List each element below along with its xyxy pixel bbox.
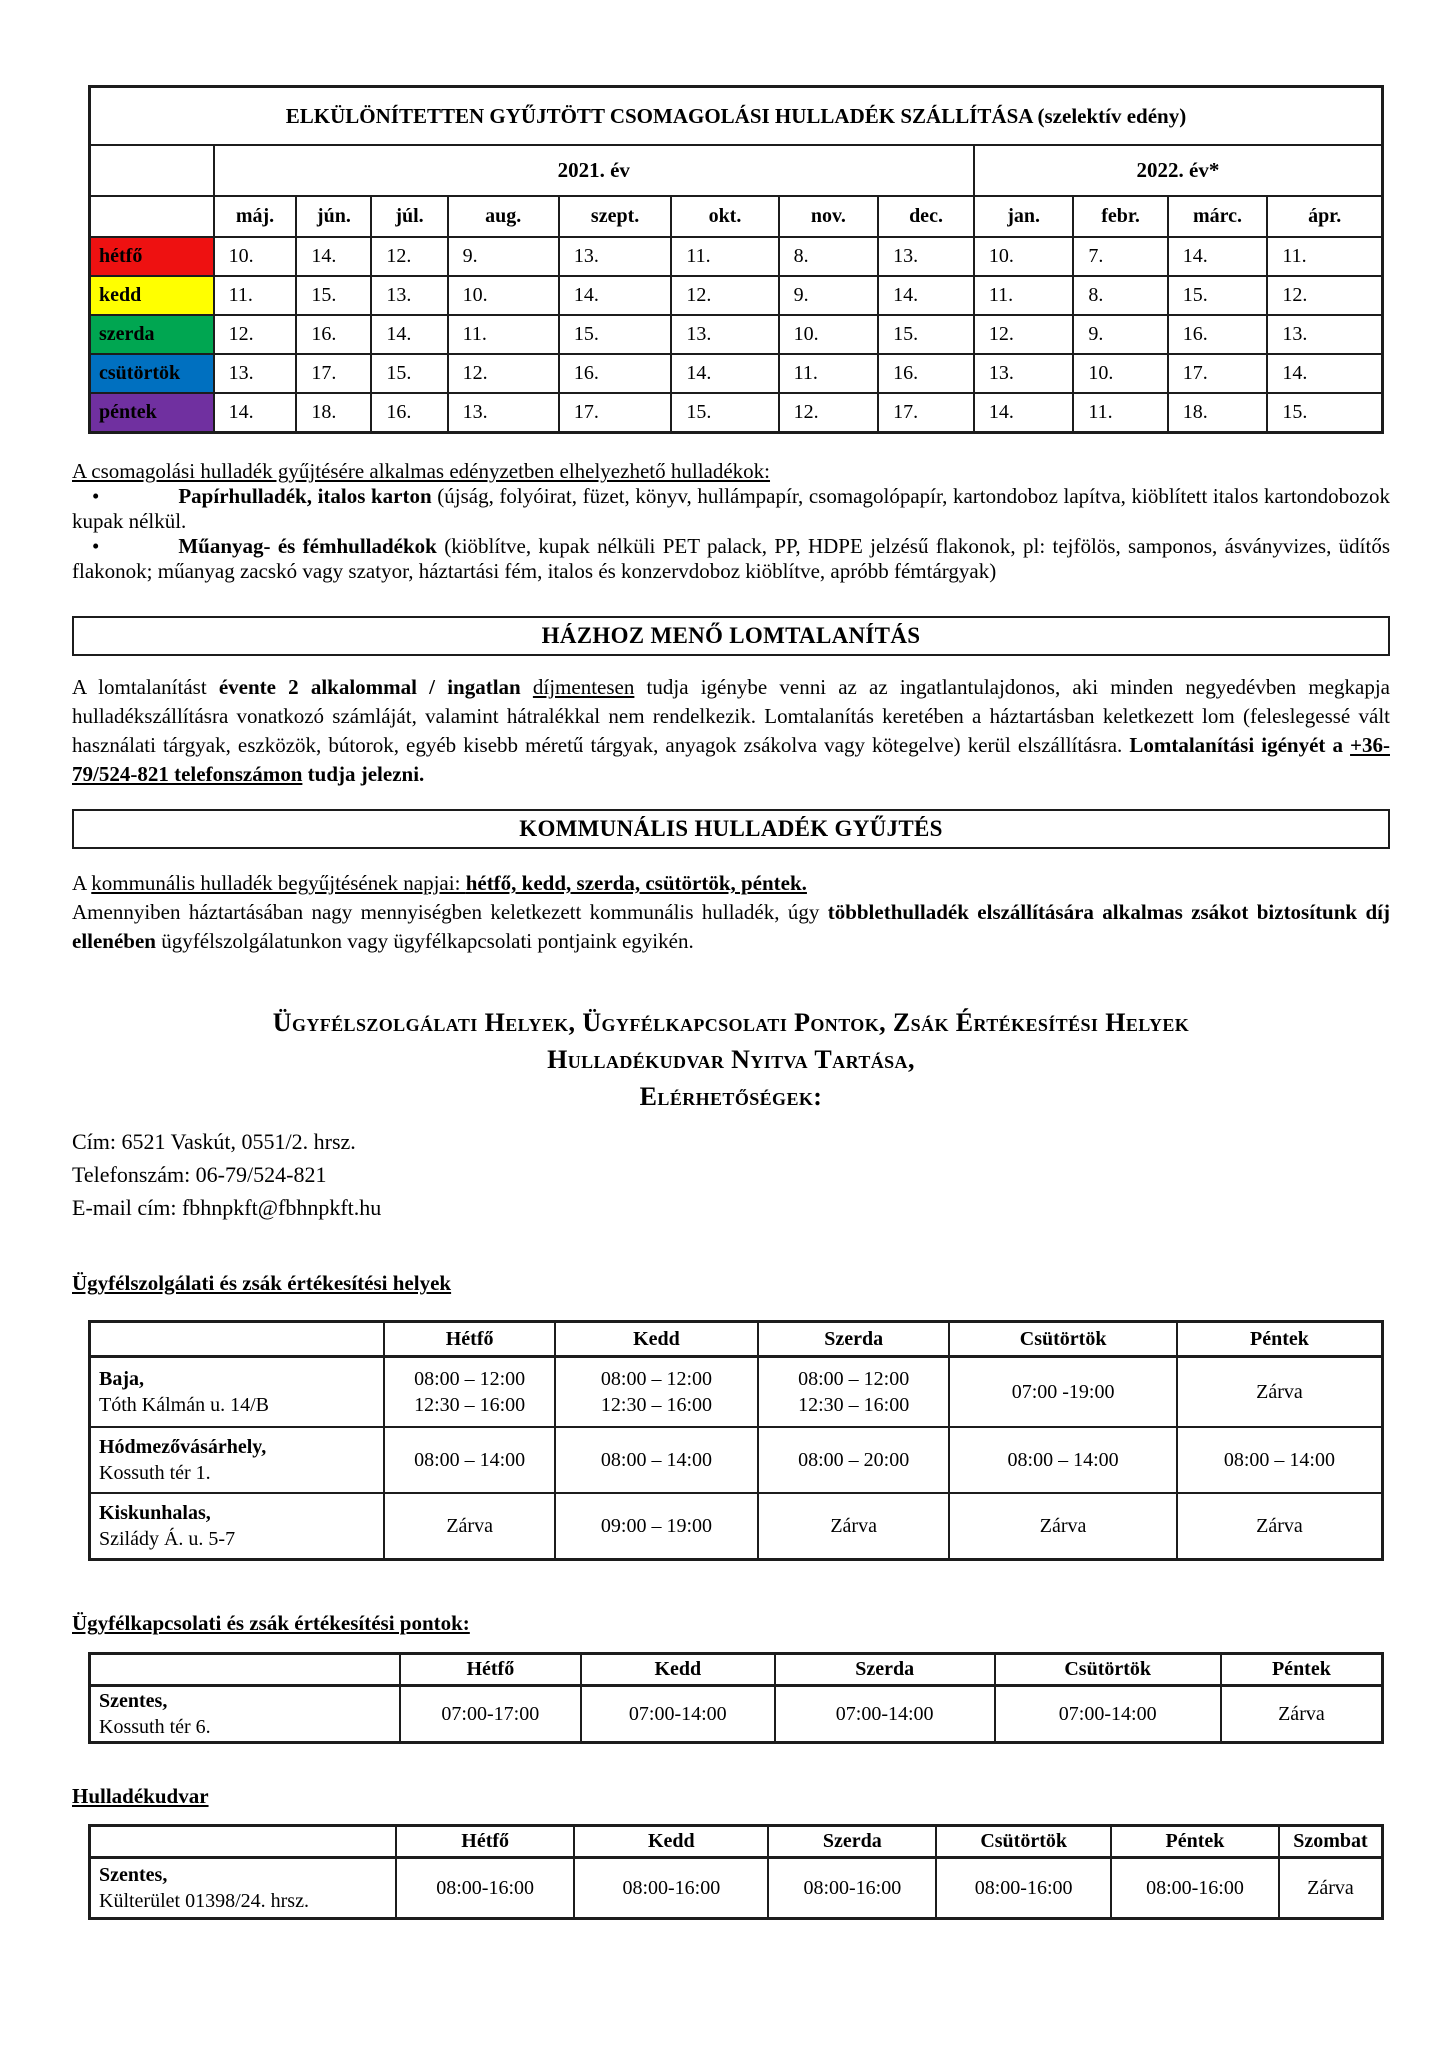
- service-places-heading-text: Ügyfélszolgálati és zsák értékesítési helyek: [72, 1271, 452, 1295]
- yard-heading-text: Hulladékudvar: [72, 1784, 209, 1808]
- day-label-wednesday: szerda: [90, 315, 214, 354]
- date-cell: 11.: [779, 354, 879, 393]
- blank-cell: [90, 1322, 385, 1357]
- hours-line: 08:00 – 12:00: [414, 1368, 526, 1390]
- col-header-friday: Péntek: [1221, 1654, 1383, 1686]
- col-header-wednesday: Szerda: [775, 1654, 995, 1686]
- kom-text-1: A: [72, 871, 92, 895]
- calendar-row-tuesday: [90, 276, 1383, 315]
- location-address: Kossuth tér 6.: [99, 1716, 211, 1738]
- date-cell: 15.: [1267, 393, 1382, 433]
- hours-cell: [1177, 1357, 1383, 1428]
- hours-line: 07:00-14:00: [835, 1703, 934, 1725]
- location-name: Kiskunhalas,: [99, 1502, 211, 1524]
- hours-cell: [384, 1357, 555, 1428]
- date-cell: 12.: [671, 276, 778, 315]
- date-cell: 12.: [779, 393, 879, 433]
- location-address: Külterület 01398/24. hrsz.: [99, 1890, 309, 1912]
- hours-line: 08:00 – 14:00: [1007, 1449, 1119, 1471]
- month-header: aug.: [448, 196, 559, 237]
- hours-cell: [555, 1493, 758, 1560]
- packaging-info-heading: [72, 458, 1390, 484]
- date-cell: 8.: [779, 237, 879, 276]
- col-header-thursday: Csütörtök: [995, 1654, 1221, 1686]
- bullet-icon: •: [92, 534, 100, 558]
- col-header-wednesday: Szerda: [758, 1322, 949, 1357]
- location-cell: [90, 1686, 400, 1743]
- service-places-table: [88, 1320, 1384, 1561]
- date-cell: 10.: [448, 276, 559, 315]
- hours-line: 07:00 -19:00: [1011, 1381, 1115, 1403]
- hours-line: 08:00-16:00: [436, 1877, 535, 1899]
- date-cell: 14.: [1267, 354, 1382, 393]
- hours-line: 08:00-16:00: [974, 1877, 1073, 1899]
- calendar-row-thursday: [90, 354, 1383, 393]
- date-cell: 14.: [559, 276, 671, 315]
- date-cell: 13.: [371, 276, 447, 315]
- date-cell: 14.: [214, 393, 297, 433]
- hours-cell: [581, 1686, 775, 1743]
- lom-text-1: A lomtalanítást: [72, 675, 219, 699]
- contact-points-table: [88, 1652, 1384, 1744]
- lom-underline-1: díjmentesen: [532, 675, 635, 699]
- hours-cell: [949, 1427, 1177, 1493]
- hours-cell: [384, 1427, 555, 1493]
- bullet-paper-bold: Papírhulladék, italos karton: [178, 484, 432, 508]
- lom-phone: +36-79/524-821 telefonszámon: [72, 733, 1390, 786]
- year-2022-cell: 2022. év*: [974, 145, 1383, 196]
- hours-cell: [1177, 1427, 1383, 1493]
- location-address: Szilády Á. u. 5-7: [99, 1528, 236, 1550]
- contact-header: [72, 1004, 1390, 1115]
- lom-bold-3: tudja jelezni.: [302, 762, 425, 786]
- hours-cell: [949, 1357, 1177, 1428]
- hours-line: 08:00-16:00: [622, 1877, 721, 1899]
- service-places-heading: [72, 1271, 1390, 1296]
- col-header-thursday: Csütörtök: [936, 1826, 1111, 1858]
- bullet-plastic-bold: Műanyag- és fémhulladékok: [178, 534, 437, 558]
- calendar-year-row: [90, 145, 1383, 196]
- kom-days-bold: hétfő, kedd, szerda, csütörtök, péntek.: [465, 871, 807, 895]
- hours-cell: [574, 1858, 768, 1919]
- hours-line: 12:30 – 16:00: [414, 1394, 526, 1416]
- blank-cell: [90, 1826, 396, 1858]
- hours-line: Zárva: [446, 1515, 493, 1537]
- date-cell: 11.: [974, 276, 1074, 315]
- table-row-szentes-point: [90, 1686, 1383, 1743]
- date-cell: 17.: [878, 393, 974, 433]
- hours-cell: [768, 1858, 936, 1919]
- date-cell: 9.: [1073, 315, 1167, 354]
- contact-points-heading: [72, 1611, 1390, 1636]
- hours-line: 08:00 – 14:00: [600, 1449, 713, 1471]
- location-cell: [90, 1858, 396, 1919]
- service-places-header-row: [90, 1322, 1383, 1357]
- lomtalanitas-paragraph: [72, 673, 1390, 789]
- hours-line: 08:00 – 20:00: [798, 1449, 910, 1471]
- date-cell: 13.: [214, 354, 297, 393]
- hours-cell: [995, 1686, 1221, 1743]
- date-cell: 15.: [671, 393, 778, 433]
- packaging-bullet-plastic: [72, 534, 1390, 584]
- date-cell: 15.: [1168, 276, 1268, 315]
- hours-line: Zárva: [830, 1515, 877, 1537]
- hours-cell: [555, 1427, 758, 1493]
- month-header: szept.: [559, 196, 671, 237]
- date-cell: 10.: [974, 237, 1074, 276]
- date-cell: 12.: [974, 315, 1074, 354]
- date-cell: 14.: [878, 276, 974, 315]
- location-cell: [90, 1357, 385, 1428]
- date-cell: 14.: [371, 315, 447, 354]
- date-cell: 14.: [1168, 237, 1268, 276]
- date-cell: 16.: [559, 354, 671, 393]
- selective-waste-calendar-table: [88, 85, 1384, 434]
- location-address: Kossuth tér 1.: [99, 1462, 211, 1484]
- contact-points-heading-text: Ügyfélkapcsolati és zsák értékesítési pontok:: [72, 1611, 470, 1635]
- date-cell: 10.: [1073, 354, 1167, 393]
- col-header-monday: Hétfő: [384, 1322, 555, 1357]
- hours-cell: [758, 1357, 949, 1428]
- kommunalis-title: KOMMUNÁLIS HULLADÉK GYŰJTÉS: [519, 816, 943, 841]
- contact-email: E-mail cím: fbhnpkft@fbhnpkft.hu: [72, 1195, 382, 1220]
- month-header: dec.: [878, 196, 974, 237]
- hours-line: 07:00-14:00: [1058, 1703, 1157, 1725]
- hours-line: 09:00 – 19:00: [600, 1515, 713, 1537]
- bullet-paper-text: (újság, folyóirat, füzet, könyv, hullámpapír, csomagolópapír, kartondoboz lapítva, kiöblített italos kartondobozok kupak nélkül.: [72, 484, 1390, 533]
- calendar-title-row: [90, 87, 1383, 146]
- kommunalis-paragraph: [72, 869, 1390, 956]
- date-cell: 10.: [214, 237, 297, 276]
- date-cell: 14.: [671, 354, 778, 393]
- date-cell: 12.: [371, 237, 447, 276]
- month-header: febr.: [1073, 196, 1167, 237]
- lomtalanitas-section-box: [72, 616, 1390, 656]
- hours-cell: [1221, 1686, 1383, 1743]
- col-header-thursday: Csütörtök: [949, 1322, 1177, 1357]
- date-cell: 16.: [878, 354, 974, 393]
- date-cell: 11.: [448, 315, 559, 354]
- month-header: okt.: [671, 196, 778, 237]
- col-header-saturday: Szombat: [1279, 1826, 1383, 1858]
- col-header-tuesday: Kedd: [574, 1826, 768, 1858]
- hours-line: Zárva: [1307, 1877, 1354, 1899]
- col-header-monday: Hétfő: [400, 1654, 581, 1686]
- bullet-plastic-text: (kiöblítve, kupak nélküli PET palack, PP, HDPE jelzésű flakonok, pl: tejfölös, samponos, ásványvizes, üdítős flakonok; műanyag zacskó vagy szatyor, háztartási fém, italos és konzervdoboz kiöblítve, apróbb fémtárgyak): [72, 534, 1390, 583]
- contact-header-line1: Ügyfélszolgálati Helyek, Ügyfélkapcsolati Pontok, Zsák Értékesítési Helyek: [272, 1008, 1190, 1037]
- hours-line: 12:30 – 16:00: [600, 1394, 713, 1416]
- date-cell: 9.: [448, 237, 559, 276]
- date-cell: 8.: [1073, 276, 1167, 315]
- date-cell: 12.: [1267, 276, 1382, 315]
- hours-line: Zárva: [1256, 1381, 1303, 1403]
- date-cell: 12.: [448, 354, 559, 393]
- location-name: Hódmezővásárhely,: [99, 1436, 267, 1458]
- hours-line: 08:00 – 12:00: [600, 1368, 713, 1390]
- calendar-row-wednesday: [90, 315, 1383, 354]
- col-header-friday: Péntek: [1177, 1322, 1383, 1357]
- location-cell: [90, 1427, 385, 1493]
- hours-line: 07:00-17:00: [441, 1703, 540, 1725]
- date-cell: 15.: [371, 354, 447, 393]
- date-cell: 13.: [878, 237, 974, 276]
- date-cell: 17.: [1168, 354, 1268, 393]
- hours-cell: [396, 1858, 574, 1919]
- calendar-title: ELKÜLÖNÍTETTEN GYŰJTÖTT CSOMAGOLÁSI HULLADÉK SZÁLLÍTÁSA (szelektív edény): [90, 87, 1383, 146]
- location-name: Szentes,: [99, 1864, 168, 1886]
- date-cell: 16.: [1168, 315, 1268, 354]
- hours-cell: [758, 1493, 949, 1560]
- day-label-tuesday: kedd: [90, 276, 214, 315]
- hours-line: Zárva: [1278, 1703, 1325, 1725]
- contact-block: [72, 1125, 1390, 1224]
- date-cell: 17.: [296, 354, 371, 393]
- date-cell: 15.: [878, 315, 974, 354]
- date-cell: 15.: [296, 276, 371, 315]
- date-cell: 9.: [779, 276, 879, 315]
- calendar-row-monday: [90, 237, 1383, 276]
- contact-header-line3: Elérhetőségek:: [639, 1082, 823, 1111]
- blank-cell: [90, 1654, 400, 1686]
- date-cell: 14.: [296, 237, 371, 276]
- kom-text-3: ügyfélszolgálatunkon vagy ügyfélkapcsolati pontjaink egyikén.: [156, 929, 694, 953]
- day-label-monday: hétfő: [90, 237, 214, 276]
- day-label-friday: péntek: [90, 393, 214, 433]
- hours-line: 07:00-14:00: [628, 1703, 727, 1725]
- table-row-hodmezovasarhely: [90, 1427, 1383, 1493]
- month-header: márc.: [1168, 196, 1268, 237]
- lom-bold-2: Lomtalanítási igényét a: [1129, 733, 1351, 757]
- date-cell: 11.: [214, 276, 297, 315]
- table-row-kiskunhalas: [90, 1493, 1383, 1560]
- date-cell: 10.: [779, 315, 879, 354]
- hours-line: 08:00 – 12:00: [798, 1368, 910, 1390]
- hours-cell: [555, 1357, 758, 1428]
- lom-text-2: tudja igénybe venni az az ingatlantulajdonos, aki minden negyedévben megkapja hulladékszállításra vonatkozó számláját, valamint hátralékkal nem rendelkezik. Lomtalanítás keretében a háztartásban keletkezett lom (feleslegessé vált használati tárgyak, eszközök, bútorok, egyéb kisebb méretű tárgyak, anyagok zsákolva vagy kötegelve) kerül elszállításra.: [72, 675, 1390, 757]
- date-cell: 15.: [559, 315, 671, 354]
- blank-cell: [90, 196, 214, 237]
- location-address: Tóth Kálmán u. 14/B: [99, 1394, 269, 1416]
- date-cell: 13.: [1267, 315, 1382, 354]
- lom-bold-1: évente 2 alkalommal / ingatlan: [218, 675, 533, 699]
- hours-cell: [1177, 1493, 1383, 1560]
- lomtalanitas-title: HÁZHOZ MENŐ LOMTALANÍTÁS: [541, 623, 921, 648]
- hours-cell: [775, 1686, 995, 1743]
- yard-heading: [72, 1784, 1390, 1809]
- packaging-heading-text: A csomagolási hulladék gyűjtésére alkalmas edényzetben elhelyezhető hulladékok:: [72, 459, 771, 483]
- hours-cell: [400, 1686, 581, 1743]
- month-header: jan.: [974, 196, 1074, 237]
- hours-line: 08:00-16:00: [1146, 1877, 1244, 1899]
- hours-cell: [1111, 1858, 1279, 1919]
- date-cell: 14.: [974, 393, 1074, 433]
- col-header-friday: Péntek: [1111, 1826, 1279, 1858]
- location-cell: [90, 1493, 385, 1560]
- col-header-wednesday: Szerda: [768, 1826, 936, 1858]
- blank-cell: [90, 145, 214, 196]
- location-name: Szentes,: [99, 1690, 168, 1712]
- date-cell: 13.: [448, 393, 559, 433]
- hours-cell: [949, 1493, 1177, 1560]
- calendar-month-header-row: [90, 196, 1383, 237]
- year-2021-cell: 2021. év: [214, 145, 974, 196]
- hours-cell: [384, 1493, 555, 1560]
- date-cell: 18.: [296, 393, 371, 433]
- yard-header-row: [90, 1826, 1383, 1858]
- contact-address: Cím: 6521 Vaskút, 0551/2. hrsz.: [72, 1129, 356, 1154]
- hours-line: 08:00-16:00: [803, 1877, 902, 1899]
- hours-line: Zárva: [1039, 1515, 1087, 1537]
- table-row-szentes-yard: [90, 1858, 1383, 1919]
- date-cell: 13.: [974, 354, 1074, 393]
- packaging-bullet-paper: [72, 484, 1390, 534]
- col-header-monday: Hétfő: [396, 1826, 574, 1858]
- contact-phone: Telefonszám: 06-79/524-821: [72, 1162, 327, 1187]
- date-cell: 11.: [1073, 393, 1167, 433]
- day-label-thursday: csütörtök: [90, 354, 214, 393]
- col-header-tuesday: Kedd: [555, 1322, 758, 1357]
- month-header: jún.: [296, 196, 371, 237]
- kom-bold-1: többlethulladék elszállítására alkalmas zsákot biztosítunk díj ellenében: [72, 900, 1390, 953]
- month-header: júl.: [371, 196, 447, 237]
- date-cell: 17.: [559, 393, 671, 433]
- hours-line: 08:00 – 14:00: [414, 1449, 526, 1471]
- date-cell: 7.: [1073, 237, 1167, 276]
- date-cell: 11.: [671, 237, 778, 276]
- kom-underline-1: kommunális hulladék begyűjtésének napjai:: [91, 871, 466, 895]
- bullet-icon: •: [92, 484, 100, 508]
- hours-line: Zárva: [1256, 1515, 1303, 1537]
- date-cell: 13.: [671, 315, 778, 354]
- hours-line: 12:30 – 16:00: [798, 1394, 910, 1416]
- yard-table: [88, 1824, 1384, 1920]
- calendar-row-friday: [90, 393, 1383, 433]
- hours-cell: [758, 1427, 949, 1493]
- month-header: máj.: [214, 196, 297, 237]
- kommunalis-section-box: [72, 809, 1390, 849]
- date-cell: 13.: [559, 237, 671, 276]
- month-header: nov.: [779, 196, 879, 237]
- contact-header-line2: Hulladékudvar Nyitva Tartása,: [547, 1045, 915, 1074]
- date-cell: 16.: [296, 315, 371, 354]
- location-name: Baja,: [99, 1368, 144, 1390]
- date-cell: 18.: [1168, 393, 1268, 433]
- hours-line: 08:00 – 14:00: [1223, 1449, 1335, 1471]
- col-header-tuesday: Kedd: [581, 1654, 775, 1686]
- kom-text-2: Amennyiben háztartásában nagy mennyiségben keletkezett kommunális hulladék, úgy: [72, 900, 828, 924]
- date-cell: 11.: [1267, 237, 1382, 276]
- date-cell: 16.: [371, 393, 447, 433]
- table-row-baja: [90, 1357, 1383, 1428]
- month-header: ápr.: [1267, 196, 1382, 237]
- contact-points-header-row: [90, 1654, 1383, 1686]
- hours-cell: [936, 1858, 1111, 1919]
- hours-cell: [1279, 1858, 1383, 1919]
- date-cell: 12.: [214, 315, 297, 354]
